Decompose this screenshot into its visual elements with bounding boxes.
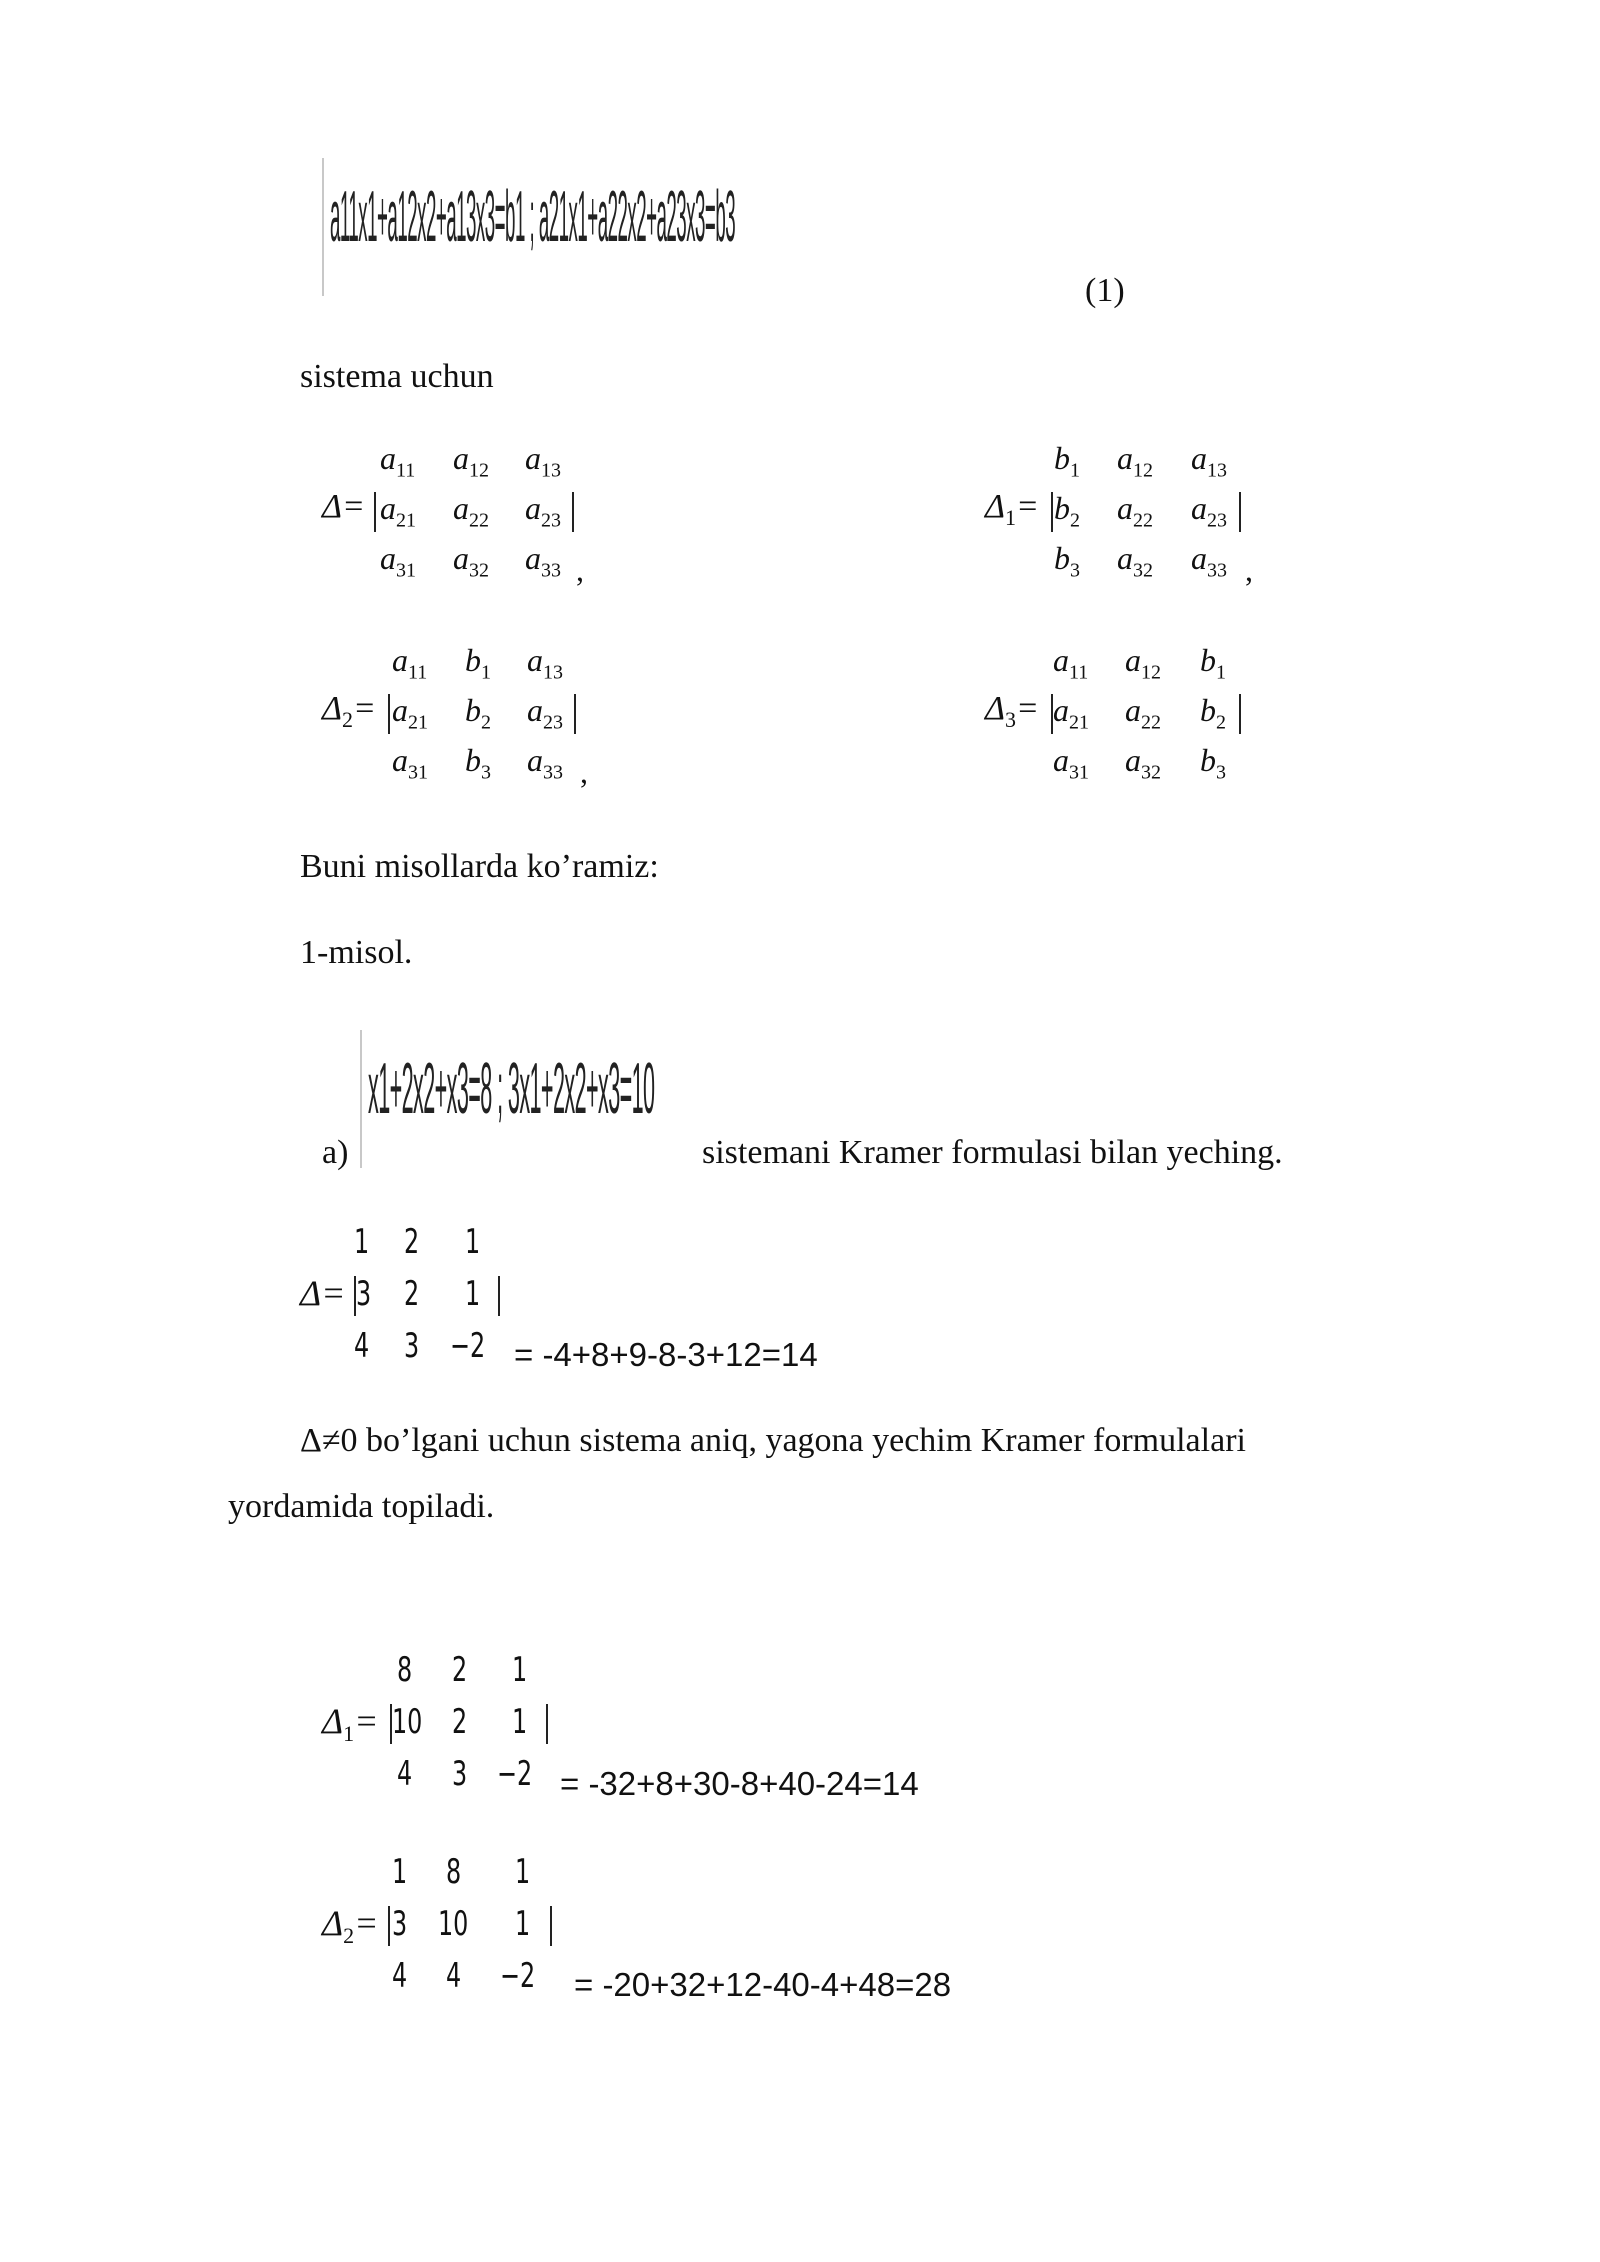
matrix-cell: $b_3$: [1054, 540, 1080, 582]
sistema-uchun-text: sistema uchun: [300, 358, 494, 395]
determinant-label: Δ=: [322, 488, 365, 525]
general-system-equation: a11x1+a12x2+a13x3=b1 ; a21x1+a22x2+a23x3=b3: [330, 177, 736, 257]
matrix-cell: 1: [465, 1222, 481, 1262]
matrix-cell: $a_{31}$: [380, 540, 416, 582]
determinant-label: $\Delta_1=$: [322, 1701, 379, 1747]
equation-number: (1): [1085, 272, 1125, 309]
determinant-label: $\Delta_1=$: [985, 488, 1039, 530]
matrix-cell: 4: [354, 1326, 370, 1366]
determinant-label: Δ=: [300, 1273, 346, 1313]
part-a-text: sistemani Kramer formulasi bilan yeching.: [702, 1134, 1283, 1171]
determinant-result: = -4+8+9-8-3+12=14: [514, 1336, 818, 1373]
matrix-cell: 2: [452, 1650, 468, 1690]
matrix-cell: $a_{22}$: [453, 490, 489, 532]
matrix-cell: $a_{22}$: [1117, 490, 1153, 532]
matrix-cell: $b_1$: [1200, 642, 1226, 684]
matrix-cell: 3: [356, 1274, 372, 1314]
determinant-label: $\Delta_2=$: [322, 1903, 379, 1949]
matrix-cell: $a_{11}$: [1053, 642, 1089, 684]
matrix-cell: $a_{21}$: [1053, 692, 1089, 734]
matrix-cell: 10: [438, 1904, 469, 1944]
example-system-equation: x1+2x2+x3=8 ; 3x1+2x2+x3=10: [368, 1049, 655, 1129]
matrix-cell: 1: [354, 1222, 370, 1262]
matrix-cell: 2: [404, 1222, 420, 1262]
matrix-cell: 8: [446, 1852, 462, 1892]
matrix-cell: 3: [392, 1904, 408, 1944]
buni-misollarda-text: Buni misollarda ko’ramiz:: [300, 848, 659, 885]
matrix-cell: −2: [500, 1956, 536, 1996]
matrix-cell: $a_{33}$: [527, 742, 563, 784]
misol-title: 1-misol.: [300, 934, 413, 971]
matrix-cell: $a_{31}$: [392, 742, 428, 784]
matrix-cell: $a_{33}$: [525, 540, 561, 582]
matrix-cell: 4: [397, 1754, 413, 1794]
matrix-cell: $a_{23}$: [525, 490, 561, 532]
matrix-cell: $a_{13}$: [525, 440, 561, 482]
matrix-cell: 1: [512, 1650, 528, 1690]
matrix-cell: $a_{13}$: [1191, 440, 1227, 482]
matrix-cell: 1: [515, 1852, 531, 1892]
matrix-cell: $a_{12}$: [1125, 642, 1161, 684]
matrix-cell: $a_{33}$: [1191, 540, 1227, 582]
matrix-cell: $a_{13}$: [527, 642, 563, 684]
matrix-cell: 1: [515, 1904, 531, 1944]
matrix-cell: 3: [404, 1326, 420, 1366]
determinant-2-result: = -20+32+12-40-4+48=28: [574, 1966, 952, 2003]
matrix-cell: $a_{23}$: [527, 692, 563, 734]
matrix-cell: $a_{11}$: [380, 440, 416, 482]
matrix-cell: 1: [392, 1852, 408, 1892]
matrix-cell: $a_{32}$: [453, 540, 489, 582]
matrix-cell: 4: [392, 1956, 408, 1996]
matrix-cell: $b_2$: [1054, 490, 1080, 532]
matrix-cell: 1: [512, 1702, 528, 1742]
matrix-cell: 1: [465, 1274, 481, 1314]
matrix-cell: $b_3$: [465, 742, 491, 784]
determinant-1-result: = -32+8+30-8+40-24=14: [560, 1765, 919, 1802]
matrix-cell: $a_{11}$: [392, 642, 428, 684]
matrix-cell: $a_{32}$: [1117, 540, 1153, 582]
matrix-cell: $b_1$: [465, 642, 491, 684]
matrix-cell: $a_{32}$: [1125, 742, 1161, 784]
matrix-cell: $a_{23}$: [1191, 490, 1227, 532]
part-a-label: a): [322, 1134, 349, 1171]
matrix-cell: $a_{12}$: [453, 440, 489, 482]
matrix-cell: −2: [497, 1754, 533, 1794]
matrix-cell: $a_{12}$: [1117, 440, 1153, 482]
matrix-cell: 10: [392, 1702, 423, 1742]
matrix-cell: 4: [446, 1956, 462, 1996]
determinant-label: $\Delta_3=$: [985, 690, 1039, 732]
matrix-cell: $a_{22}$: [1125, 692, 1161, 734]
matrix-cell: $a_{21}$: [392, 692, 428, 734]
matrix-cell: $b_1$: [1054, 440, 1080, 482]
matrix-cell: $a_{21}$: [380, 490, 416, 532]
matrix-cell: 2: [452, 1702, 468, 1742]
determinant-label: $\Delta_2=$: [322, 690, 376, 732]
matrix-cell: $a_{31}$: [1053, 742, 1089, 784]
matrix-cell: 8: [397, 1650, 413, 1690]
matrix-cell: $b_3$: [1200, 742, 1226, 784]
paragraph-line-2: yordamida topiladi.: [228, 1488, 495, 1525]
matrix-cell: 3: [452, 1754, 468, 1794]
matrix-cell: $b_2$: [1200, 692, 1226, 734]
paragraph-line-1: Δ≠0 bo’lgani uchun sistema aniq, yagona yechim Kramer formulalari: [300, 1422, 1246, 1459]
matrix-cell: −2: [450, 1326, 486, 1366]
matrix-cell: $b_2$: [465, 692, 491, 734]
matrix-cell: 2: [404, 1274, 420, 1314]
